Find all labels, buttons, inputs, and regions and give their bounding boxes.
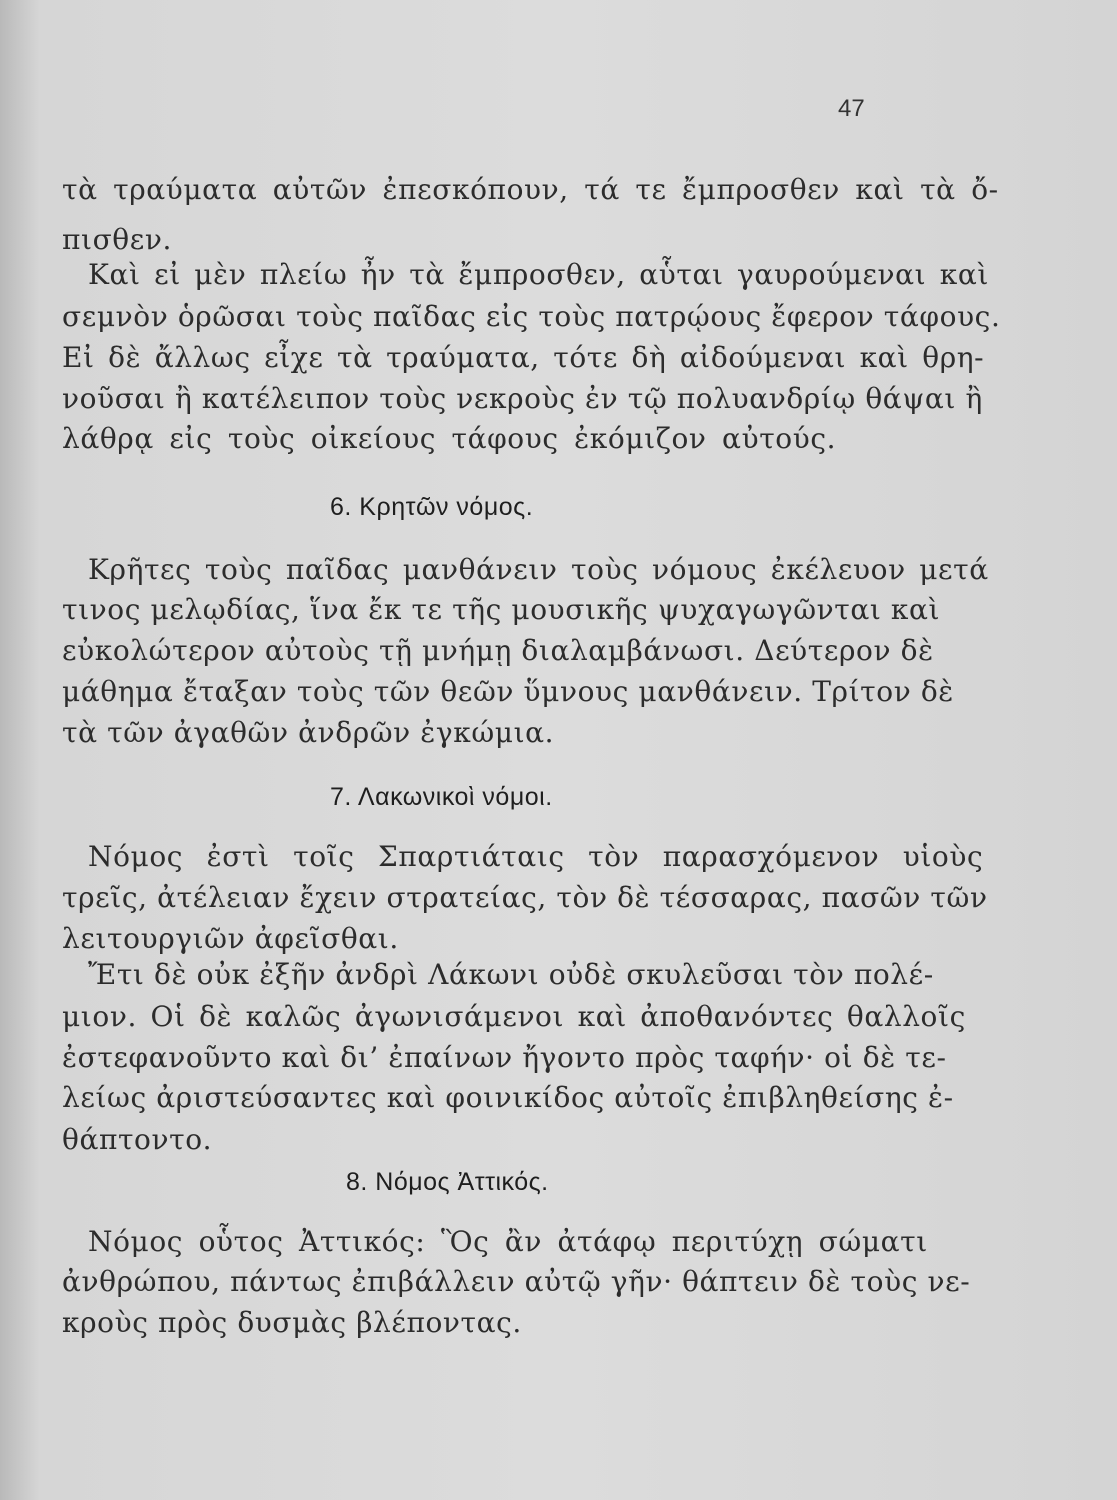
- text-line: τρεῖς, ἀτέλειαν ἔχειν στρατείας, τὸν δὲ τέσσαρας, πασῶν τῶν: [62, 881, 988, 914]
- text-line: τινος μελῳδίας, ἵνα ἔκ τε τῆς μουσικῆς ψυχαγωγῶνται καὶ: [62, 593, 941, 626]
- text-line: θάπτοντο.: [62, 1123, 213, 1156]
- text-line: Νόμος ἐστὶ τοῖς Σπαρτιάταις τὸν παρασχόμενον υἱοὺς: [88, 840, 984, 873]
- text-line: εὐκολώτερον αὐτοὺς τῇ μνήμῃ διαλαμβάνωσι. Δεύτερον δὲ: [62, 634, 934, 667]
- text-line: πισθεν.: [62, 223, 172, 256]
- text-line: μιον. Οἱ δὲ καλῶς ἀγωνισάμενοι καὶ ἀποθανόντες θαλλοῖς: [62, 1000, 966, 1033]
- section-heading: 8. Νόμος Ἀττικός.: [346, 1168, 549, 1196]
- text-line: λείως ἀριστεύσαντες καὶ φοινικίδος αὐτοῖς ἐπιβληθείσης ἐ-: [62, 1081, 954, 1114]
- text-line: Εἰ δὲ ἄλλως εἶχε τὰ τραύματα, τότε δὴ αἰδούμεναι καὶ θρη-: [62, 341, 985, 374]
- text-line: λάθρᾳ εἰς τοὺς οἰκείους τάφους ἐκόμιζον αὐτούς.: [62, 422, 837, 455]
- text-line: τὰ τραύματα αὐτῶν ἐπεσκόπουν, τά τε ἔμπροσθεν καὶ τὰ ὄ-: [62, 173, 999, 206]
- text-line: Νόμος οὗτος Ἀττικός: Ὃς ἂν ἀτάφῳ περιτύχῃ σώματι: [88, 1225, 928, 1258]
- text-line: Ἔτι δὲ οὐκ ἐξῆν ἀνδρὶ Λάκωνι οὐδὲ σκυλεῦσαι τὸν πολέ-: [88, 958, 934, 991]
- section-heading: 6. Κρητῶν νόμος.: [330, 493, 534, 521]
- text-line: σεμνὸν ὁρῶσαι τοὺς παῖδας εἰς τοὺς πατρῴους ἔφερον τάφους.: [62, 300, 1001, 333]
- text-line: κροὺς πρὸς δυσμὰς βλέποντας.: [62, 1306, 522, 1339]
- page-number: 47: [838, 95, 865, 122]
- text-line: ἐστεφανοῦντο καὶ δι’ ἐπαίνων ἤγοντο πρὸς ταφήν· οἱ δὲ τε-: [62, 1041, 947, 1074]
- section-heading: 7. Λακωνικοὶ νόμοι.: [330, 783, 553, 811]
- text-line: Καὶ εἰ μὲν πλείω ἦν τὰ ἔμπροσθεν, αὗται γαυρούμεναι καὶ: [88, 258, 989, 291]
- text-line: λειτουργιῶν ἀφεῖσθαι.: [62, 922, 399, 955]
- text-line: μάθημα ἔταξαν τοὺς τῶν θεῶν ὕμνους μανθάνειν. Τρίτον δὲ: [62, 675, 954, 708]
- text-line: τὰ τῶν ἀγαθῶν ἀνδρῶν ἐγκώμια.: [62, 716, 555, 749]
- text-line: ἀνθρώπου, πάντως ἐπιβάλλειν αὐτῷ γῆν· θάπτειν δὲ τοὺς νε-: [62, 1265, 971, 1298]
- text-line: Κρῆτες τοὺς παῖδας μανθάνειν τοὺς νόμους ἐκέλευον μετά: [88, 553, 989, 586]
- text-line: νοῦσαι ἢ κατέλειπον τοὺς νεκροὺς ἐν τῷ πολυανδρίῳ θάψαι ἢ: [62, 382, 983, 415]
